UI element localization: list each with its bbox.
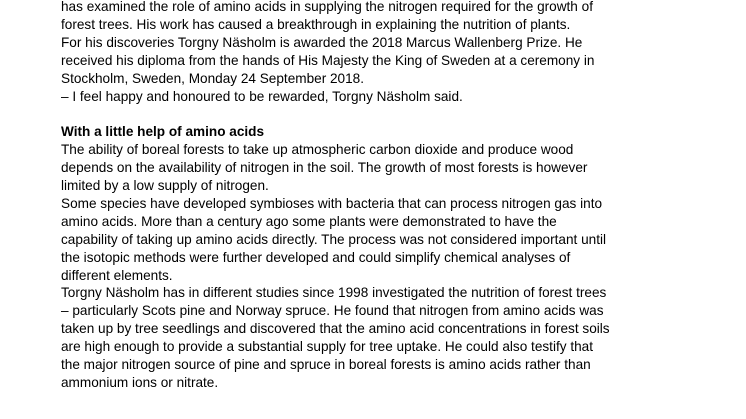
section-heading: With a little help of amino acids	[61, 124, 265, 140]
text-line: amino acids. More than a century ago some plants were demonstrated to have the	[61, 213, 557, 229]
section-amino-acids	[61, 123, 731, 392]
quote-line: – I feel happy and honoured to be rewarded, Torgny Näsholm said.	[61, 88, 463, 104]
text-line: forest trees. His work has caused a breakthrough in explaining the nutrition of plants.	[61, 16, 571, 32]
text-line: Stockholm, Sweden, Monday 24 September 2018.	[61, 70, 365, 86]
text-line: capability of taking up amino acids directly. The process was not considered important until	[61, 231, 607, 247]
text-line: the isotopic methods were further developed and could simplify chemical analyses of	[61, 249, 571, 265]
text-line: are high enough to provide a substantial supply for tree uptake. He could also testify that	[61, 339, 593, 355]
text-line: taken up by tree seedlings and discovered that the amino acid concentrations in forest soils	[61, 321, 610, 337]
text-line: – particularly Scots pine and Norway spruce. He found that nitrogen from amino acids was	[61, 303, 604, 319]
intro-paragraph	[61, 0, 731, 105]
text-line: depends on the availability of nitrogen in the soil. The growth of most forests is however	[61, 160, 588, 176]
text-line: the major nitrogen source of pine and spruce in boreal forests is amino acids rather than	[61, 357, 591, 373]
text-line: ammonium ions or nitrate.	[61, 375, 219, 391]
document-page	[61, 0, 731, 392]
text-line: Torgny Näsholm has in different studies since 1998 investigated the nutrition of forest trees	[61, 285, 607, 301]
text-line: received his diploma from the hands of His Majesty the King of Sweden at a ceremony in	[61, 52, 595, 68]
paragraph-gap	[61, 105, 731, 123]
text-line: different elements.	[61, 267, 173, 283]
text-line: For his discoveries Torgny Näsholm is awarded the 2018 Marcus Wallenberg Prize. He	[61, 34, 583, 50]
text-line: Some species have developed symbioses with bacteria that can process nitrogen gas into	[61, 195, 603, 211]
text-line: has examined the role of amino acids in supplying the nitrogen required for the growth of	[61, 0, 593, 14]
text-line: limited by a low supply of nitrogen.	[61, 178, 269, 194]
text-line: The ability of boreal forests to take up atmospheric carbon dioxide and produce wood	[61, 142, 574, 158]
